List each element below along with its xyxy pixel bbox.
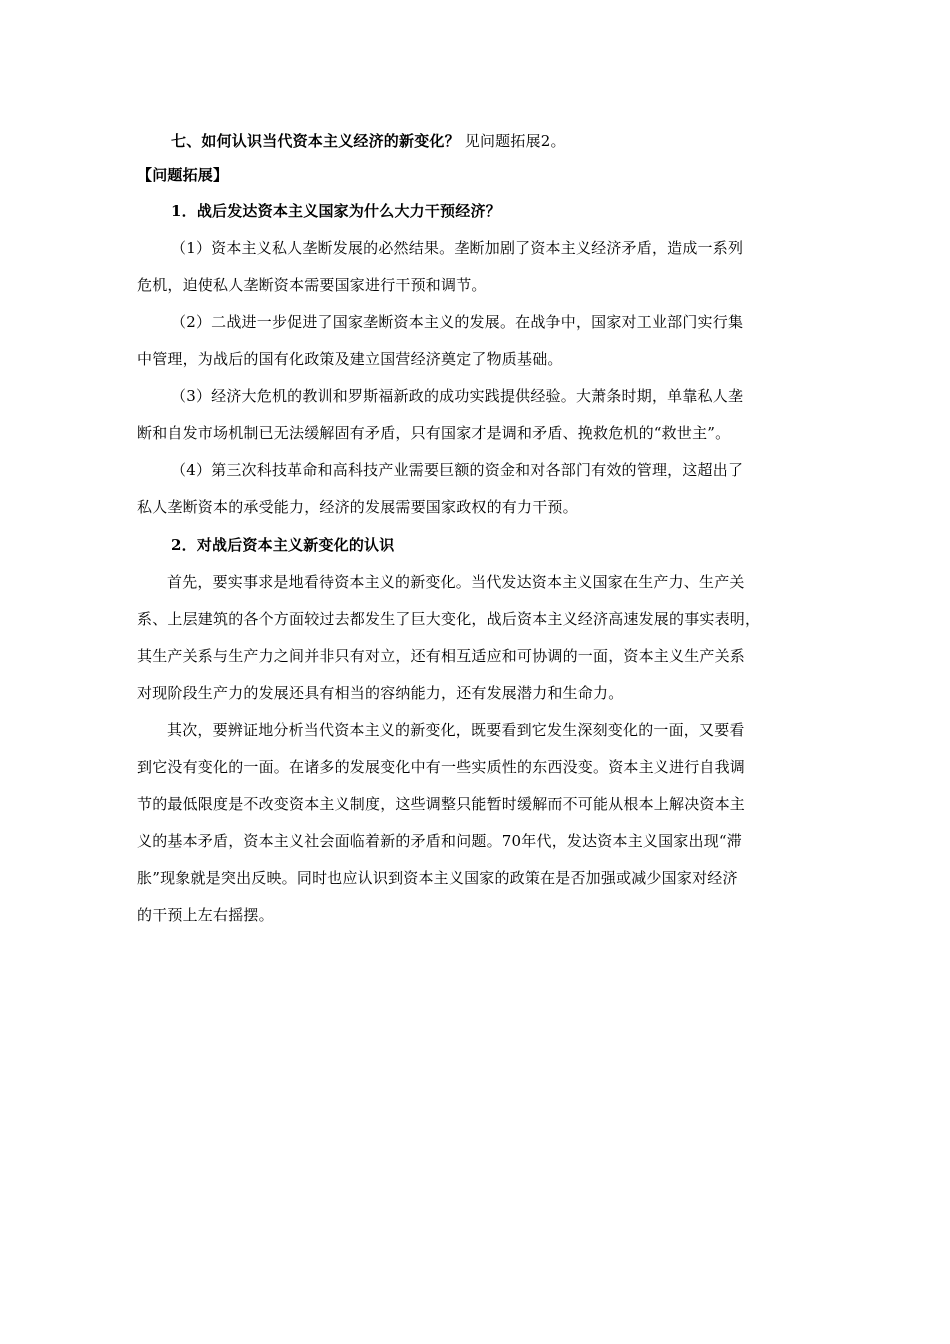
paragraph-line: 首先，要实事求是地看待资本主义的新变化。当代发达资本主义国家在生产力、生产关 — [167, 573, 745, 591]
q2-paragraph-2 — [137, 712, 827, 934]
paragraph-line: （4）第三次科技革命和高科技产业需要巨额的资金和对各部门有效的管理，这超出了 — [171, 461, 744, 479]
paragraph-line: 私人垄断资本的承受能力，经济的发展需要国家政权的有力干预。 — [137, 498, 578, 516]
paragraph-line: 系、上层建筑的各个方面较过去都发生了巨大变化，战后资本主义经济高速发展的事实表明， — [137, 610, 761, 628]
paragraph-line: 的干预上左右摇摆。 — [137, 906, 274, 924]
q1-paragraph-2 — [137, 304, 827, 378]
question-1-title: 1．战后发达资本主义国家为什么大力干预经济？ — [171, 202, 501, 220]
paragraph-line: 胀”现象就是突出反映。同时也应认识到资本主义国家的政策在是否加强或减少国家对经济 — [137, 869, 738, 887]
paragraph-line: 其次，要辨证地分析当代资本主义的新变化，既要看到它发生深刻变化的一面，又要看 — [167, 721, 745, 739]
paragraph-line: 到它没有变化的一面。在诸多的发展变化中有一些实质性的东西没变。资本主义进行自我调 — [137, 758, 746, 776]
section-title: 【问题拓展】 — [137, 166, 229, 184]
q2-paragraph-1 — [137, 564, 827, 712]
question-2-title: 2．对战后资本主义新变化的认识 — [171, 536, 395, 554]
q1-paragraph-1 — [137, 230, 827, 304]
heading-question-7 — [137, 124, 827, 158]
heading-question-7-reference: 见问题拓展2。 — [459, 132, 566, 150]
q1-paragraph-4 — [137, 452, 827, 526]
paragraph-line: 其生产关系与生产力之间并非只有对立，还有相互适应和可协调的一面，资本主义生产关系 — [137, 647, 746, 665]
paragraph-line: （2）二战进一步促进了国家垄断资本主义的发展。在战争中，国家对工业部门实行集 — [171, 313, 744, 331]
heading-question-7-title: 七、如何认识当代资本主义经济的新变化？ — [171, 132, 460, 150]
paragraph-line: 中管理，为战后的国有化政策及建立国营经济奠定了物质基础。 — [137, 350, 563, 368]
paragraph-line: （3）经济大危机的教训和罗斯福新政的成功实践提供经验。大萧条时期，单靠私人垄 — [171, 387, 744, 405]
paragraph-line: （1）资本主义私人垄断发展的必然结果。垄断加剧了资本主义经济矛盾，造成一系列 — [171, 239, 744, 257]
paragraph-line: 义的基本矛盾，资本主义社会面临着新的矛盾和问题。70年代，发达资本主义国家出现“滞 — [137, 832, 742, 850]
paragraph-line: 断和自发市场机制已无法缓解固有矛盾，只有国家才是调和矛盾、挽救危机的“救世主”。 — [137, 424, 731, 442]
paragraph-line: 对现阶段生产力的发展还具有相当的容纳能力，还有发展潜力和生命力。 — [137, 684, 624, 702]
document-body — [137, 124, 827, 934]
paragraph-line: 节的最低限度是不改变资本主义制度，这些调整只能暂时缓解而不可能从根本上解决资本主 — [137, 795, 746, 813]
q1-paragraph-3 — [137, 378, 827, 452]
paragraph-line: 危机，迫使私人垄断资本需要国家进行干预和调节。 — [137, 276, 487, 294]
